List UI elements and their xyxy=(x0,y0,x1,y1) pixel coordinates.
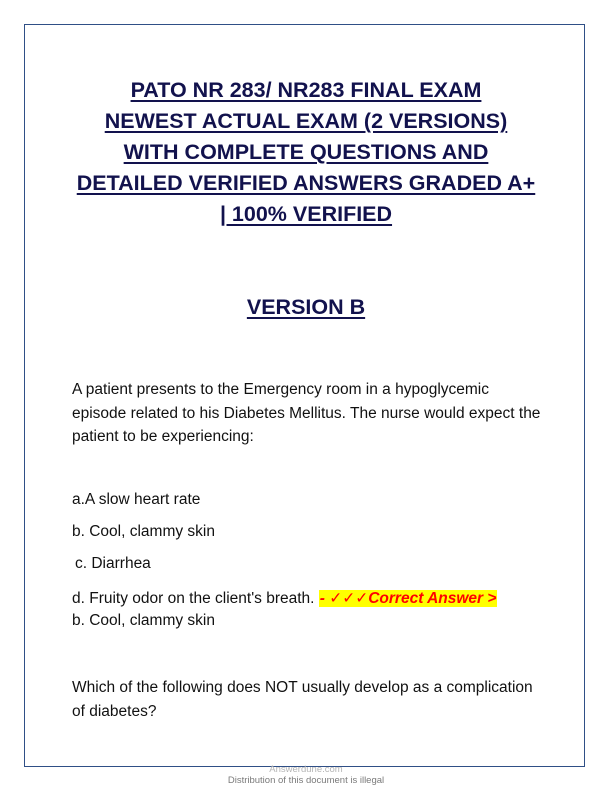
title-line: | 100% VERIFIED xyxy=(219,202,393,226)
title-line: NEWEST ACTUAL EXAM (2 VERSIONS) xyxy=(104,109,508,133)
title-line: PATO NR 283/ NR283 FINAL EXAM xyxy=(130,78,482,102)
title-line: DETAILED VERIFIED ANSWERS GRADED A+ xyxy=(76,171,536,195)
correct-answer-marker: - ✓✓✓Correct Answer > xyxy=(319,590,497,607)
footer xyxy=(0,764,612,786)
correct-answer-text: b. Cool, clammy skin xyxy=(72,612,215,629)
option-b: b. Cool, clammy skin xyxy=(72,523,215,540)
watermark-text: Answerdune.com xyxy=(269,764,343,775)
option-d: d. Fruity odor on the client's breath. xyxy=(72,590,315,607)
title-line: WITH COMPLETE QUESTIONS AND xyxy=(123,140,489,164)
option-d-row xyxy=(72,588,497,610)
option-a: a.A slow heart rate xyxy=(72,491,201,508)
question-2-text: Which of the following does NOT usually develop as a complication of diabetes? xyxy=(72,679,533,720)
document-title xyxy=(60,75,552,230)
question-1-text: A patient presents to the Emergency room in a hypoglycemic episode related to his Diabetes Mellitus. The nurse would expect the patient to be experiencing: xyxy=(72,381,541,445)
version-heading: VERSION B xyxy=(246,295,366,319)
option-c: c. Diarrhea xyxy=(75,555,151,572)
distribution-notice: Distribution of this document is illegal xyxy=(227,775,385,786)
